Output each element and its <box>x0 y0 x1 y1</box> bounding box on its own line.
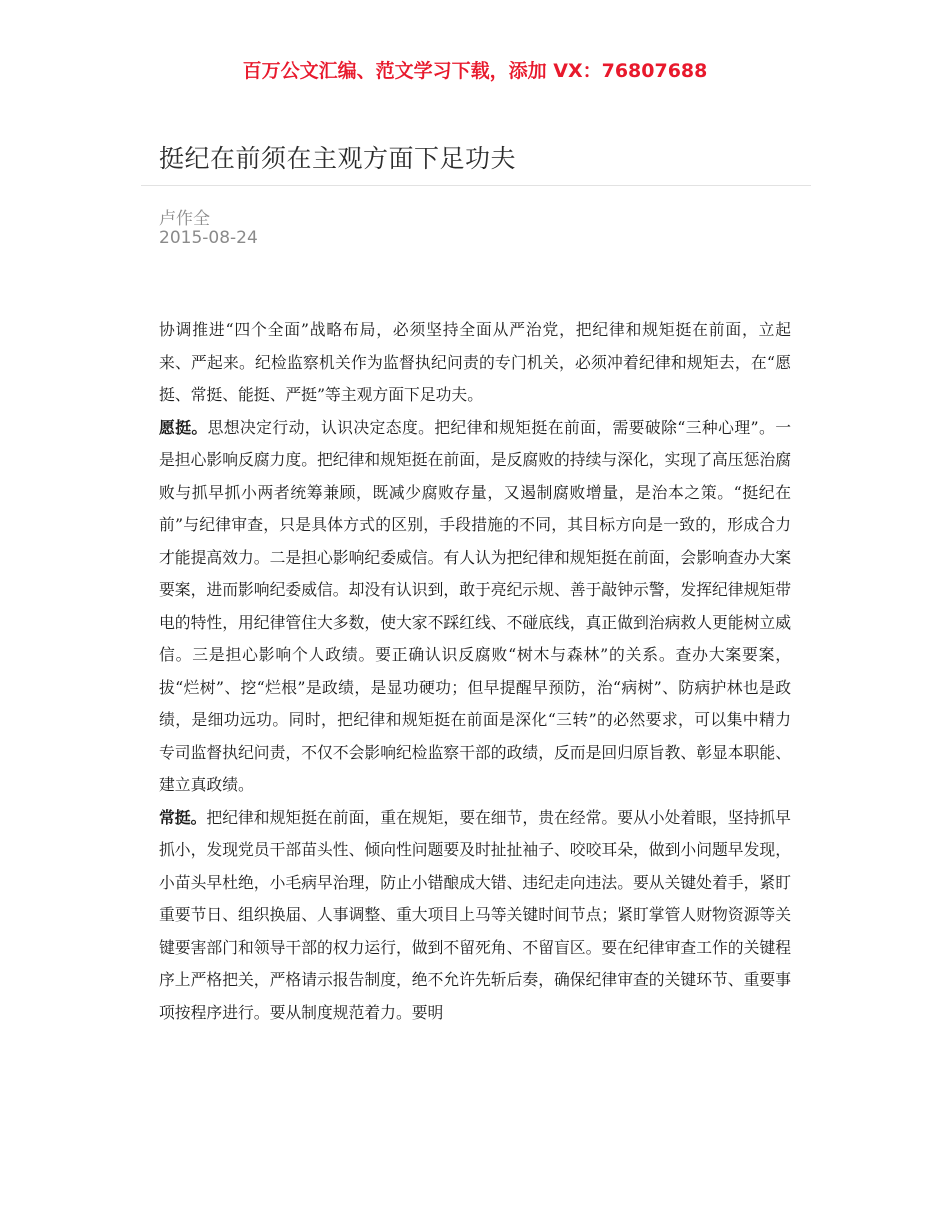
paragraph-text: 思想决定行动，认识决定态度。把纪律和规矩挺在前面，需要破除“三种心理”。一是担心影响反腐力度。把纪律和规矩挺在前面，是反腐败的持续与深化，实现了高压惩治腐败与抓早抓小两者统筹兼顾，既减少腐败存量，又遏制腐败增量，是治本之策。“挺纪在前”与纪律审查，只是具体方式的区别，手段措施的不同，其目标方向是一致的，形成合力才能提高效力。二是担心影响纪委威信。有人认为把纪律和规矩挺在前面，会影响查办大案要案，进而影响纪委威信。却没有认识到，敢于亮纪示规、善于敲钟示警，发挥纪律规矩带电的特性，用纪律管住大多数，使大家不踩红线、不碰底线，真正做到治病救人更能树立威信。三是担心影响个人政绩。要正确认识反腐败“树木与森林”的关系。查办大案要案，拔“烂树”、挖“烂根”是政绩，是显功硬功；但早提醒早预防，治“病树”、防病护林也是政绩，是细功远功。同时，把纪律和规矩挺在前面是深化“三转”的必然要求，可以集中精力专司监督执纪问责，不仅不会影响纪检监察干部的政绩，反而是回归原旨教、彰显本职能、建立真政绩。 <box>159 417 791 794</box>
article-title: 挺纪在前须在主观方面下足功夫 <box>159 144 517 173</box>
paragraph-lead: 愿挺。 <box>159 417 208 437</box>
paragraph-text: 协调推进“四个全面”战略布局，必须坚持全面从严治党，把纪律和规矩挺在前面，立起来、严起来。纪检监察机关作为监督执纪问责的专门机关，必须冲着纪律和规矩去，在“愿挺、常挺、能挺、严挺”等主观方面下足功夫。 <box>159 320 791 404</box>
paragraph-text: 把纪律和规矩挺在前面，重在规矩，要在细节，贵在经常。要从小处着眼，坚持抓早抓小，发现党员干部苗头性、倾向性问题要及时扯扯袖子、咬咬耳朵，做到小问题早发现，小苗头早杜绝，小毛病早治理，防止小错酿成大错、违纪走向违法。要从关键处着手，紧盯重要节日、组织换届、人事调整、重大项目上马等关键时间节点；紧盯掌管人财物资源等关键要害部门和领导干部的权力运行，做到不留死角、不留盲区。要在纪律审查工作的关键程序上严格把关，严格请示报告制度，绝不允许先斩后奏，确保纪律审查的关键环节、重要事项按程序进行。要从制度规范着力。要明 <box>159 807 791 1022</box>
paragraph-intro <box>159 314 791 412</box>
paragraph-changting <box>159 802 791 1030</box>
paragraph-yuanting <box>159 412 791 802</box>
paragraph-lead: 常挺。 <box>159 807 207 827</box>
article-body <box>159 314 791 1029</box>
article-author: 卢作全 <box>159 209 210 229</box>
promo-banner: 百万公文汇编、范文学习下载，添加 VX：76807688 <box>242 60 708 82</box>
article-date: 2015-08-24 <box>159 228 258 248</box>
title-divider <box>141 185 811 186</box>
